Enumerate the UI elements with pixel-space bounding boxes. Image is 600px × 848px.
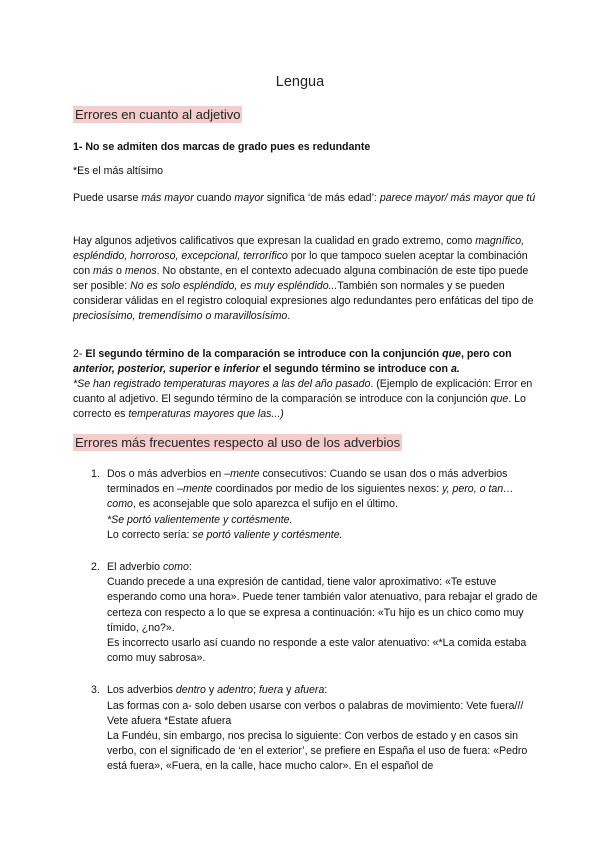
adverb-list xyxy=(91,467,543,775)
rule-2: 2- El segundo término de la comparación se introduce con la conjunción que, pero con anterior, posterior, superior e inferior el segundo término se introduce con a. *Se han registrado temperaturas mayores a las del año pasado. (Ejemplo de explicación: Error en cuanto al adjetivo. El segundo término de la comparación se introduce con la conjunción que. Lo correcto es temperaturas mayores que las...) xyxy=(73,348,533,420)
section-heading-adverbios: Errores más frecuentes respecto al uso de los adverbios xyxy=(75,435,401,450)
list-item: 3. Los adverbios dentro y adentro; fuera y afuera: Las formas con a- solo deben usarse con verbos o palabras de movimiento: Vete fuera/// Vete afuera *Estate afuera La Fundéu, sin embargo, nos precisa lo siguiente: Con verbos de estado y en casos sin verbo, con el significado de ‘en el exterior’, se prefiere en España el uso de fuera: «Pedro está fuera», «Fuera, en la calle, hace mucho calor». En el español de xyxy=(91,684,528,773)
paragraph-adjetivos-extremos: Hay algunos adjetivos calificativos que expresan la cualidad en grado extremo, como magnífico, espléndido, horroroso, excepcional, terrorífico por lo que tampoco suelen aceptar la combinación con más o menos. No obstante, en el contexto adecuado alguna combinación de este tipo puede ser posible: No es solo espléndido, es muy espléndido...También son normales y se pueden considerar válidas en el registro coloquial expresiones algo redundantes pero enfáticas del tipo de preciosísimo, tremendísimo o maravillosísimo. xyxy=(73,235,534,322)
paragraph-mas-mayor: Puede usarse más mayor cuando mayor significa ‘de más edad’: parece mayor/ más mayor que tú xyxy=(73,192,536,204)
section-heading-adjetivo: Errores en cuanto al adjetivo xyxy=(75,107,241,122)
rule-1: 1- No se admiten dos marcas de grado pues es redundante xyxy=(73,141,371,153)
page-title: Lengua xyxy=(275,74,325,90)
example-1: *Es el más altísimo xyxy=(73,165,164,177)
list-item: 2. El adverbio como: Cuando precede a una expresión de cantidad, tiene valor aproximativo: «Te estuve esperando como una hora». Puede tener también valor atenuativo, para rebajar el grado de certeza con respecto a lo que se expresa a continuación: «Tu hijo es un chico como muy tímido, ¿no?». Es incorrecto usarlo así cuando no responde a este valor atenuativo: «*La comida estaba como muy sabrosa». xyxy=(91,561,538,665)
list-item: 1. Dos o más adverbios en –mente consecutivos: Cuando se usan dos o más adverbios terminados en –mente coordinados por medio de los siguientes nexos: y, pero, o tan… como, es aconsejable que solo aparezca el sufijo en el último. *Se portó valientemente y cortésmente. Lo correcto sería: se portó valiente y cortésmente. xyxy=(91,468,514,541)
